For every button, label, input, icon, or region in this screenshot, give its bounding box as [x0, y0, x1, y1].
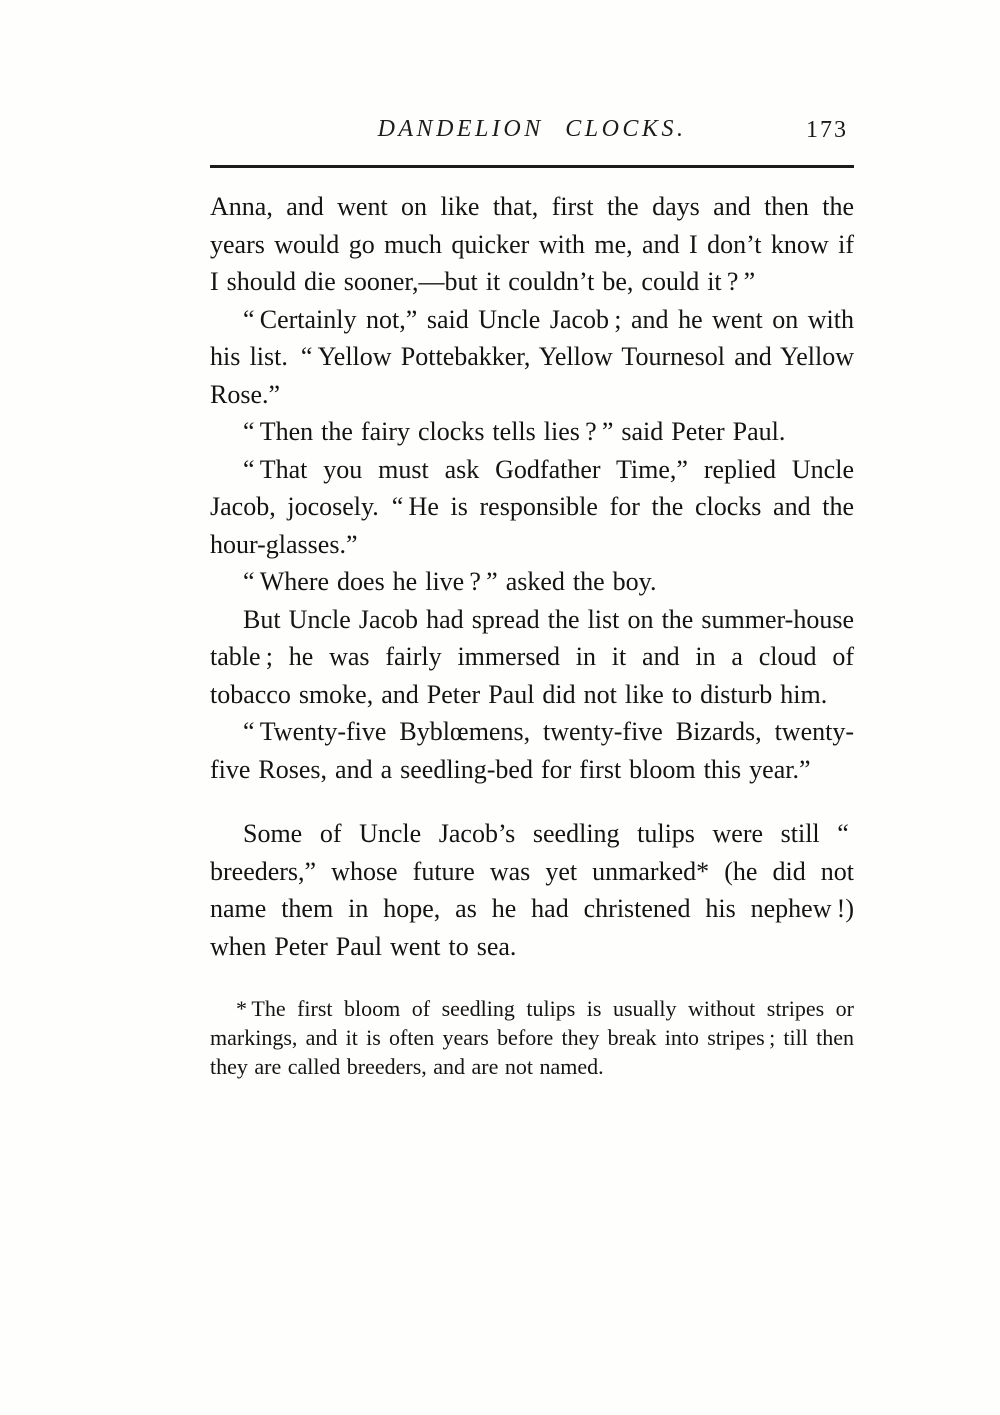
paragraph: “ Certainly not,” said Uncle Jacob ; and he went on with his list. “ Yellow Pottebakker, Yellow Tournesol and Yellow Rose.”: [210, 304, 854, 409]
paragraph: “ Twenty-five Byblœmens, twenty-five Bizards, twenty-five Roses, and a seedling-bed for first bloom this year.”: [210, 717, 854, 784]
header-rule: [210, 165, 854, 168]
paragraph: “ Where does he live ? ” asked the boy.: [243, 567, 657, 596]
page-header: [210, 116, 854, 148]
footnote: [210, 994, 854, 1081]
text-block: [210, 116, 854, 1081]
paragraph: Some of Uncle Jacob’s seedling tulips were still “ breeders,” whose future was yet unmarked* (he did not name them in hope, as he had christened his nephew !) when Peter Paul went to sea.: [210, 819, 854, 961]
paragraph: Anna, and went on like that, first the days and then the years would go much quicker with me, and I don’t know if I should die sooner,—but it couldn’t be, could it ? ”: [210, 192, 854, 296]
paragraph: “ That you must ask Godfather Time,” replied Uncle Jacob, jocosely. “ He is responsible for the clocks and the hour-glasses.”: [210, 454, 854, 559]
page-number: 173: [806, 117, 848, 143]
paragraph: But Uncle Jacob had spread the list on the summer-house table ; he was fairly immersed in it and in a cloud of tobacco smoke, and Peter Paul did not like to disturb him.: [210, 604, 854, 709]
footnote-text: * The first bloom of seedling tulips is usually without stripes or markings, and it is often years before they break into stripes ; till then they are called breeders, and are not named.: [210, 996, 854, 1079]
running-head: DANDELION CLOCKS.: [377, 116, 687, 142]
paragraph: “ Then the fairy clocks tells lies ? ” said Peter Paul.: [243, 417, 786, 446]
body-text: [210, 188, 854, 965]
